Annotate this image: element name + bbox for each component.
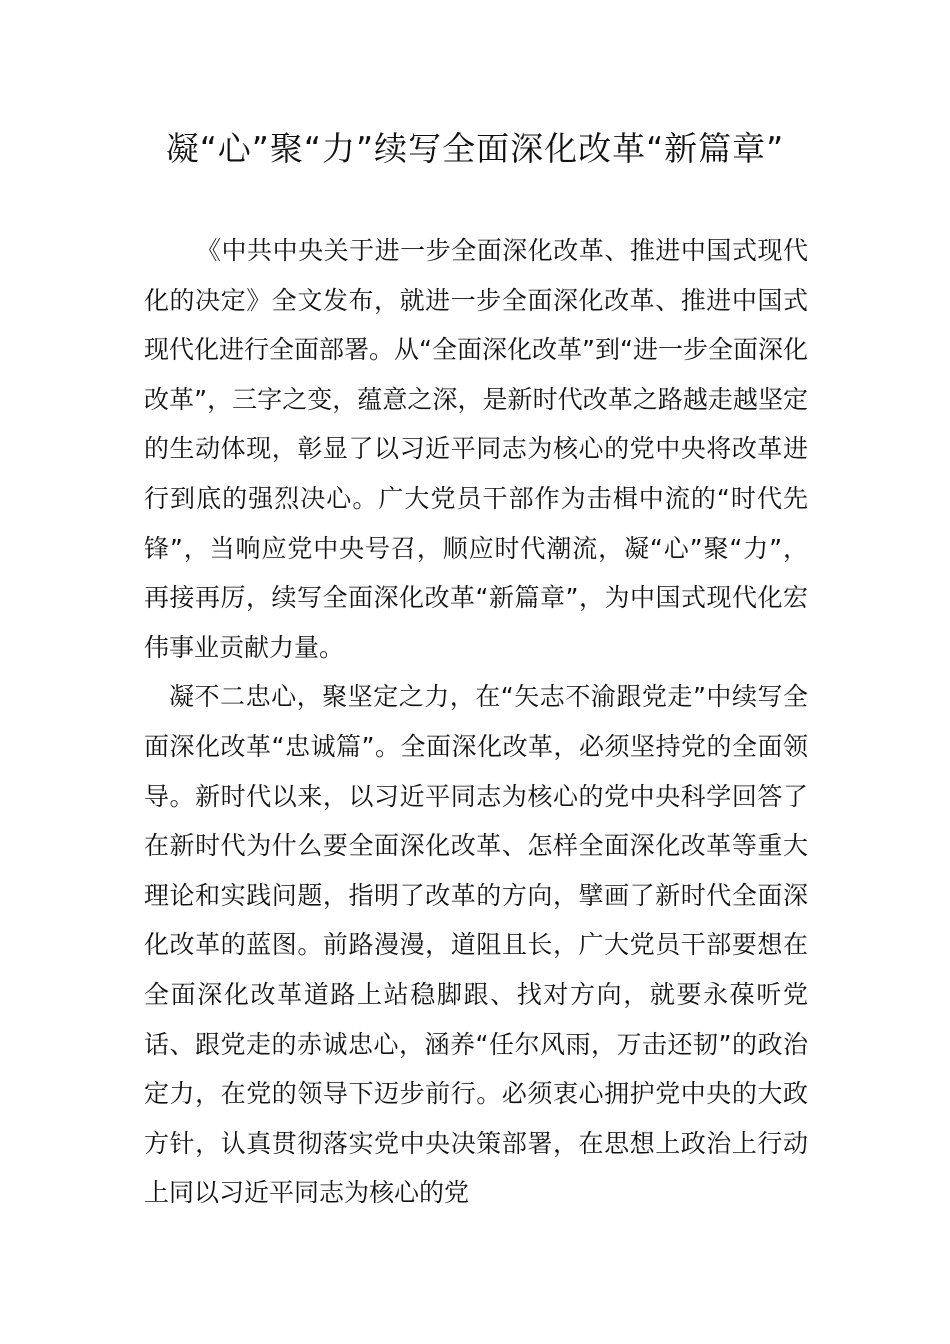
paragraph-loyalty: 凝不二忠心，聚坚定之力，在“矢志不渝跟党走”中续写全面深化改革“忠诚篇”。全面深化改革，必须坚持党的全面领导。新时代以来，以习近平同志为核心的党中央科学回答了在新时代为什么要全面深化改革、怎样全面深化改革等重大理论和实践问题，指明了改革的方向，擘画了新时代全面深化改革的蓝图。前路漫漫，道阻且长，广大党员干部要想在全面深化改革道路上站稳脚跟、找对方向，就要永葆听党话、跟党走的赤诚忠心，涵养“任尔风雨，万击还韧”的政治定力，在党的领导下迈步前行。必须衷心拥护党中央的大政方针，认真贯彻落实党中央决策部署，在思想上政治上行动上同以习近平同志为核心的党 — [144, 682, 808, 1208]
document-title: 凝“心”聚“力”续写全面深化改革“新篇章” — [165, 129, 785, 168]
document-body — [144, 226, 808, 1218]
paragraph-intro: 《中共中央关于进一步全面深化改革、推进中国式现代化的决定》全文发布，就进一步全面深化改革、推进中国式现代化进行全面部署。从“全面深化改革”到“进一步全面深化改革”，三字之变，蕴意之深，是新时代改革之路越走越坚定的生动体现，彰显了以习近平同志为核心的党中央将改革进行到底的强烈决心。广大党员干部作为击楫中流的“时代先锋”，当响应党中央号召，顺应时代潮流，凝“心”聚“力”，再接再厉，续写全面深化改革“新篇章”，为中国式现代化宏伟事业贡献力量。 — [144, 236, 808, 662]
